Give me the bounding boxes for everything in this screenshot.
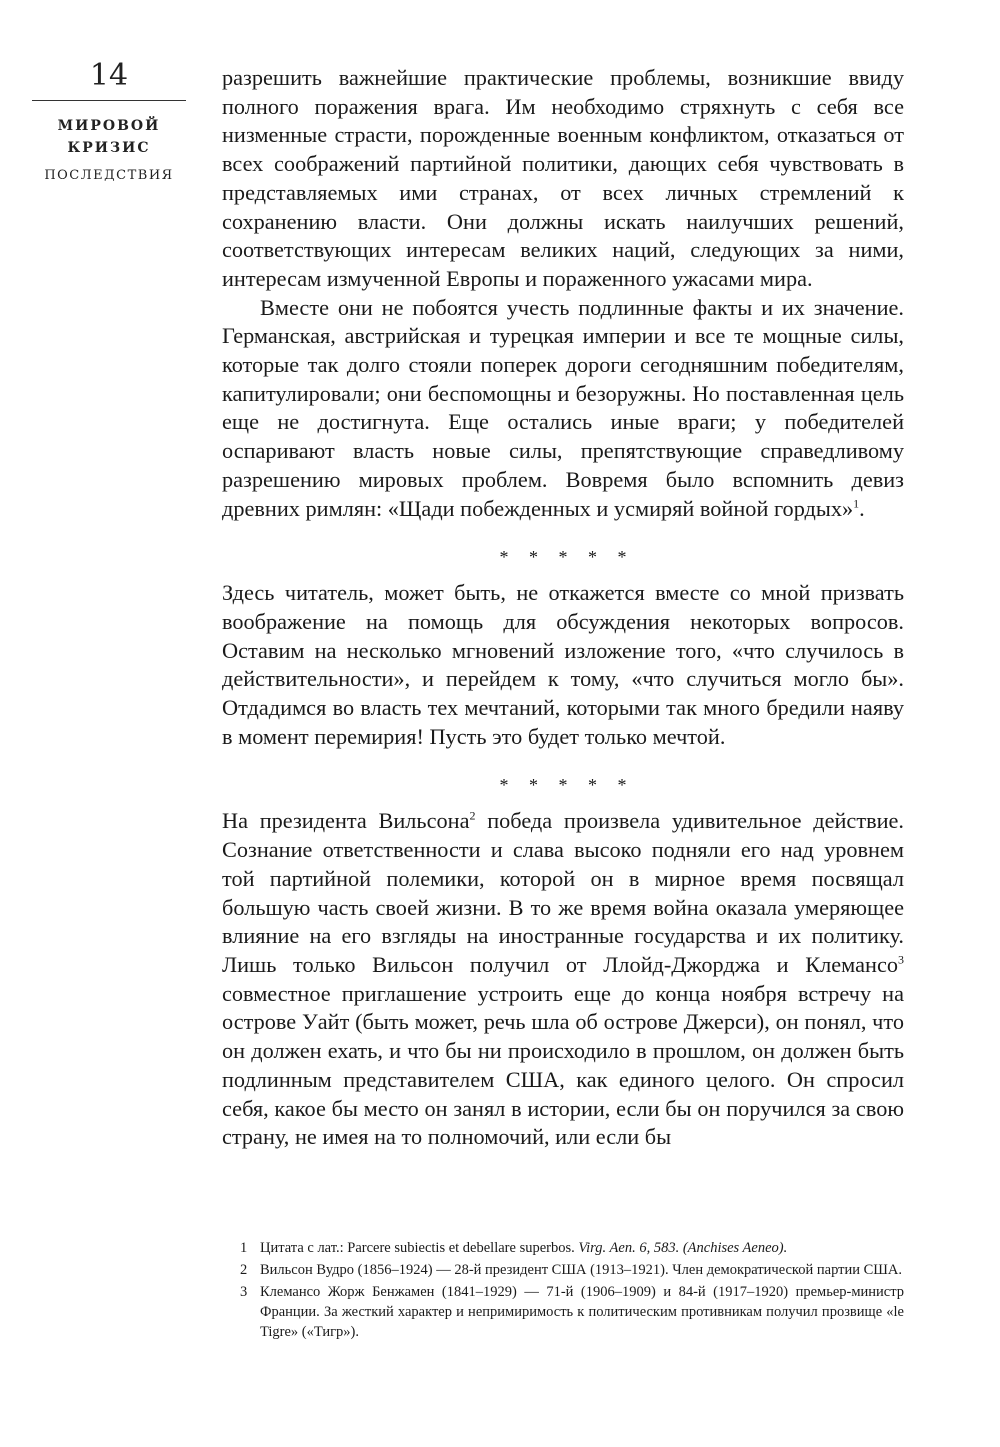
page-number: 14 [89,58,129,93]
paragraph-2-end: . [859,495,865,521]
running-title-line1: МИРОВОЙ [57,118,161,134]
paragraph-1 [222,64,904,294]
section-separator-2: * * * * * [499,775,635,796]
footnote-2 [240,1260,904,1280]
paragraph-3-text: Здесь читатель, может быть, не откажется вместе со мной призвать воображение на помощь для обсуждения некоторых вопросов. Оставим на несколько мгновений изложение того, «что случилось в действительности», и перейдем к тому, «что случиться могло бы». Отдадимся во власть тех мечтаний, которыми так много бредили наяву в момент перемирия! Пусть это будет только мечтой. [222,580,904,749]
paragraph-2-text: Вместе они не побоятся учесть подлинные факты и их значение. Германская, австрийская и турецкая империи и все те мощные силы, которые так долго стояли поперек дороги сегодняшним победителям, капитулировали; они беспомощны и безоружны. Но поставленная цель еще не достигнута. Еще остались иные враги; у победителей оспаривают власть новые силы, препятствующие справедливому разрешению мировых проблем. Вовремя было вспомнить девиз древних римлян: «Щади побежденных и усмиряй войной гордых» [222,294,904,521]
footnote-marker-2[interactable]: 2 [469,809,476,824]
footnote-text: Цитата с лат.: Parcere subiectis et debellare superbos. [260,1240,579,1256]
paragraph-2 [222,294,904,524]
footnote-text: Клемансо Жорж Бенжамен (1841–1929) — 71-й (1906–1909) и 84-й (1917–1920) премьер-министр Франции. За жесткий характер и непримиримость к политическим противникам получил прозвище «le Tigre» («Тигр»). [260,1284,904,1340]
paragraph-1-text: разрешить важнейшие практические проблемы, возникшие ввиду полного поражения врага. Им необходимо стряхнуть с себя все низменные страсти, порожденные военным конфликтом, отказаться от всех соображений партийной политики, дающих себя чувствовать в представляемых ими странах, от всех личных стремлений к сохранению власти. Они должны искать наилучших решений, соответствующих интересам великих наций, следующих за ними, интересам измученной Европы и пораженного ужасами мира. [222,65,904,291]
paragraph-4-text-a: На президента Вильсона [222,808,470,834]
footnote-number: 3 [240,1284,248,1300]
running-title-line2: КРИЗИС [67,140,151,156]
paragraph-4 [222,807,904,1151]
paragraph-4-text-c: совместное приглашение устроить еще до конца ноября встречу на острове Уайт (быть может, речь шла об острове Джерси), он понял, что он должен ехать, и что бы ни происходило в прошлом, он должен быть подлинным представителем США, как единого целого. Он спросил себя, какое бы место он занял в истории, если бы он поручился за свою страну, не имея на то полномочий, или если бы [222,980,904,1150]
running-subtitle: ПОСЛЕДСТВИЯ [44,168,174,183]
footnote-marker-3[interactable]: 3 [898,952,904,967]
section-separator-1: * * * * * [499,547,635,568]
footnotes [240,1238,904,1344]
footnote-1 [240,1238,904,1258]
footnote-3 [240,1282,904,1342]
running-title [32,115,186,159]
main-text [222,64,904,1152]
margin-divider [32,100,186,101]
footnote-reference: Virg. Aen. 6, 583. (Anchises Aeneo). [578,1240,788,1256]
footnote-text: Вильсон Вудро (1856–1924) — 28-й президент США (1913–1921). Член демократической партии США. [260,1262,903,1278]
footnote-number: 1 [240,1240,248,1256]
footnote-body [260,1238,904,1258]
paragraph-4-text-b: победа произвела удивительное действие. Сознание ответственности и слава высоко подняли его над уровнем той партийной полемики, которой он в мирное время посвящал большую часть своей жизни. В то же время война оказала умеряющее влияние на его взгляды на иностранные государства и их политику. Лишь только Вильсон получил от Ллойд-Джорджа и Клемансо [222,808,905,977]
paragraph-3 [222,579,904,751]
footnote-marker-1[interactable]: 1 [853,496,860,511]
margin-column [32,58,186,187]
footnote-number: 2 [240,1262,248,1278]
